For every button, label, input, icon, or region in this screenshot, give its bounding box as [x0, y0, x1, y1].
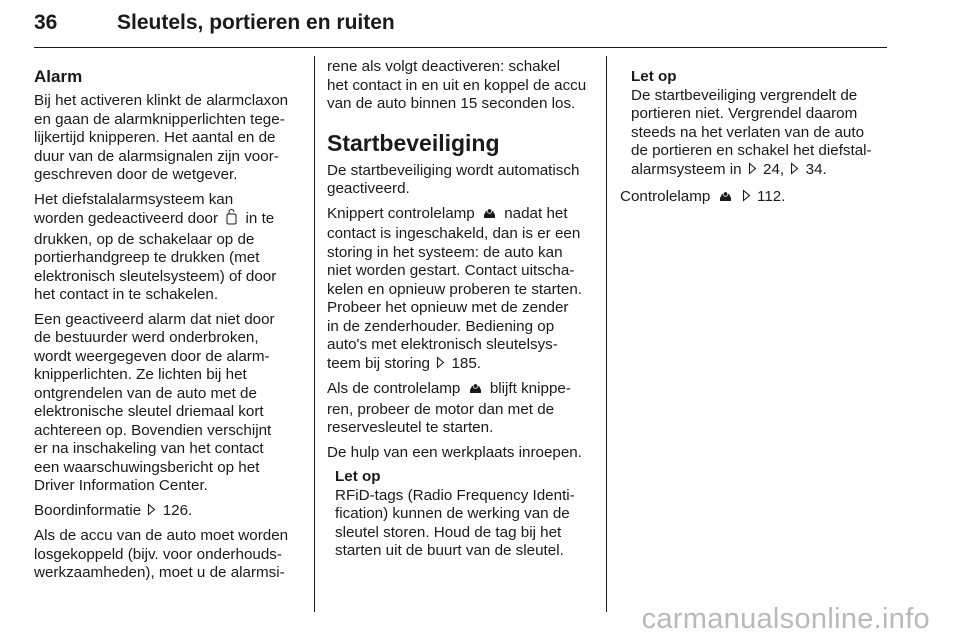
page-reference-link[interactable]: 126.: [162, 501, 193, 519]
text-line: Als de accu van de auto moet worden: [34, 527, 289, 544]
text-line: en gaan de alarmknipperlichten tege-: [34, 110, 285, 128]
text-line: De startbeveiliging wordt automatisch: [327, 161, 580, 179]
text-line: starten uit de buurt van de sleutel.: [335, 542, 564, 559]
text-line: niet worden gestart. Contact uitscha-: [327, 262, 575, 279]
text-fragment: alarmsysteem in: [631, 160, 742, 178]
immobiliser-warning-icon: [483, 207, 496, 226]
text-fragment: Als de controlelamp: [327, 380, 461, 397]
text-line: De startbeveiliging vergrendelt de: [631, 86, 858, 104]
immobiliser-paragraph-1: [327, 162, 597, 199]
immobiliser-paragraph-2: [327, 205, 597, 375]
column-divider-left: [314, 56, 315, 612]
column-1: [34, 58, 306, 589]
alarm-heading: Alarm: [34, 67, 83, 86]
text-line: geschreven door de wetgever.: [34, 166, 238, 183]
text-line: portierhandgreep te drukken (met: [34, 249, 260, 266]
page-reference-arrow-icon: [147, 503, 156, 522]
text-fragment: teem bij storing: [327, 354, 430, 372]
text-line: in de zenderhouder. Bediening op: [327, 317, 555, 335]
text-fragment: in te: [245, 210, 275, 227]
watermark: carmanualsonline.info: [641, 603, 930, 635]
page-reference-link[interactable]: 34.: [805, 160, 827, 178]
text-line: Een geactiveerd alarm dat niet door: [34, 310, 275, 328]
text-line: [34, 502, 306, 522]
alarm-paragraph-5: [34, 527, 306, 583]
alarm-paragraph-1: [34, 92, 306, 185]
text-line: auto's met elektronisch sleutelsys-: [327, 336, 558, 353]
text-line: [327, 355, 597, 375]
text-line: de portieren en schakel het diefstal-: [631, 142, 872, 159]
immobiliser-paragraph-4: [327, 444, 597, 463]
text-line: De hulp van een werkplaats inroepen.: [327, 443, 582, 461]
text-line: RFiD-tags (Radio Frequency Identi-: [335, 486, 575, 504]
text-fragment: blijft knippe-: [489, 380, 571, 397]
page-reference-link[interactable]: 24,: [763, 160, 785, 178]
text-line: contact is ingeschakeld, dan is er een: [327, 225, 581, 242]
immobiliser-paragraph-3: [327, 380, 597, 438]
text-line: steeds na het verlaten van de auto: [631, 123, 865, 141]
text-line: storing in het systeem: de auto kan: [327, 243, 563, 261]
text-line: lijkertijd knipperen. Het aantal en de: [34, 129, 276, 146]
text-line: [34, 209, 306, 231]
text-line: van de auto binnen 15 seconden los.: [327, 95, 576, 112]
page-reference-arrow-icon: [748, 162, 757, 181]
header-rule: [34, 47, 887, 48]
alarm-paragraph-4: [34, 502, 306, 522]
text-line: het contact in en uit en koppel de accu: [327, 76, 587, 94]
text-line: achtereen op. Bovendien verschijnt: [34, 421, 272, 439]
note-box: [327, 468, 597, 561]
text-line: losgekoppeld (bijv. voor onderhouds-: [34, 545, 282, 563]
text-line: drukken, op de schakelaar op de: [34, 230, 255, 248]
page-reference-arrow-icon: [742, 189, 751, 208]
alarm-paragraph-2: [34, 191, 306, 305]
text-line: een waarschuwingsbericht op het: [34, 458, 260, 476]
text-line: fication) kunnen de werking van de: [335, 505, 570, 522]
page-title: Sleutels, portieren en ruiten: [117, 11, 395, 34]
startbeveiliging-heading: Startbeveiliging: [327, 129, 500, 156]
text-line: elektronisch sleutelsysteem) of door: [34, 267, 277, 285]
text-line: werkzaamheden), moet u de alarmsi-: [34, 564, 285, 581]
text-line: ontgrendelen van de auto met de: [34, 384, 257, 402]
text-line: [327, 380, 597, 401]
text-line: er na inschakeling van het contact: [34, 440, 264, 457]
text-line: Het diefstalalarmsysteem kan: [34, 190, 234, 208]
text-fragment: nadat het: [504, 204, 568, 222]
page-reference-link[interactable]: 185.: [451, 354, 482, 372]
text-fragment: worden gedeactiveerd door: [34, 210, 219, 227]
alarm-paragraph-5-continued: [327, 58, 597, 114]
column-3: [620, 58, 890, 215]
text-line: duur van de alarmsignalen zijn voor-: [34, 147, 279, 165]
text-fragment: Controlelamp: [620, 188, 711, 205]
text-line: rene als volgt deactiveren: schakel: [327, 58, 561, 75]
column-2: [327, 58, 597, 567]
text-line: geactiveerd.: [327, 180, 410, 197]
immobiliser-warning-icon: [469, 382, 482, 401]
controlelamp-paragraph: [620, 188, 890, 209]
text-line: de bestuurder werd onderbroken,: [34, 329, 259, 346]
note-box: [620, 68, 890, 180]
text-line: ren, probeer de motor dan met de: [327, 400, 555, 418]
column-divider-right: [606, 56, 607, 612]
text-line: knipperlichten. Ze lichten bij het: [34, 366, 247, 383]
text-line: het contact in te schakelen.: [34, 286, 219, 303]
text-line: elektronische sleutel driemaal kort: [34, 403, 264, 420]
text-line: [631, 161, 890, 181]
text-line: portieren niet. Vergrendel daarom: [631, 105, 858, 122]
text-line: Bij het activeren klinkt de alarmclaxon: [34, 92, 289, 109]
alarm-paragraph-3: [34, 311, 306, 496]
text-line: [327, 205, 597, 226]
page-reference-link[interactable]: 112.: [757, 188, 786, 205]
text-line: Probeer het opnieuw met de zender: [327, 299, 569, 316]
text-line: [620, 188, 890, 209]
key-fob-unlock-icon: [226, 209, 237, 231]
page-reference-arrow-icon: [790, 162, 799, 181]
page-reference-arrow-icon: [436, 356, 445, 375]
note-title: Let op: [631, 68, 677, 85]
note-title: Let op: [335, 468, 381, 485]
page-number: 36: [34, 11, 58, 34]
text-fragment: Knippert controlelamp: [327, 204, 475, 222]
text-line: kelen en opnieuw proberen te starten.: [327, 280, 582, 298]
text-line: wordt weergegeven door de alarm-: [34, 347, 270, 365]
text-line: sleutel storen. Houd de tag bij het: [335, 523, 562, 541]
text-fragment: Boordinformatie: [34, 501, 142, 519]
immobiliser-warning-icon: [719, 190, 732, 209]
text-line: Driver Information Center.: [34, 477, 208, 494]
text-line: reservesleutel te starten.: [327, 419, 494, 436]
